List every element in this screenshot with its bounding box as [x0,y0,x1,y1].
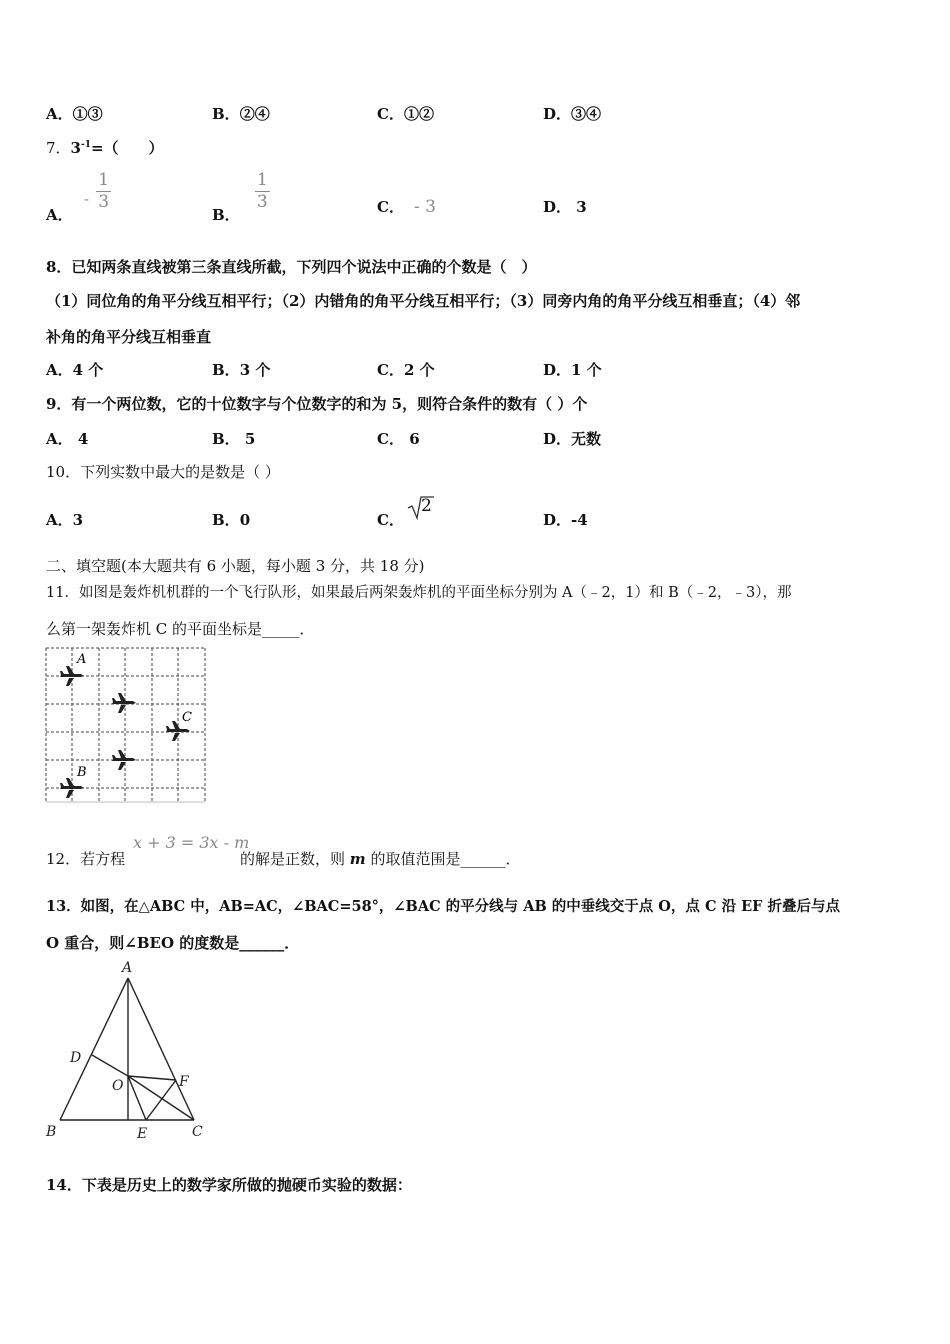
q8-stem: 8．已知两条直线被第三条直线所截，下列四个说法中正确的个数是（ ） [46,258,537,276]
point-d-label: D [70,1050,82,1066]
q13-triangle-figure [42,958,217,1143]
q7-option-a: A． - $\frac{1}{3}$ [46,170,110,224]
q7-option-c: C． - 3 [377,197,436,217]
vertex-b-label: B [46,1124,57,1140]
q7-option-d: D． 3 [543,198,587,216]
q9-option-b: B． 5 [212,430,256,448]
vertex-a-label: A [122,960,133,976]
q6-option-a: A．①③ [46,105,103,123]
section-2-heading: 二、填空题(本大题共有 6 小题，每小题 3 分，共 18 分) [46,557,425,575]
point-b-label: B [77,765,87,780]
q12-equation: x + 3 = 3x - m [133,833,250,852]
q10-option-a: A．3 [46,511,84,529]
q9-option-a: A． 4 [46,430,89,448]
q8-option-a: A．4 个 [46,361,104,379]
q11-line1: 11．如图是轰炸机机群的一个飞行队形，如果最后两架轰炸机的平面坐标分别为 A（﹣2，1）和 B（﹣2，﹣3），那 [46,585,792,601]
q7-stem: 7．$3^{-1}=$（ ） [46,139,164,157]
vertex-c-label: C [192,1124,203,1140]
q6-option-d: D．③④ [543,105,602,123]
sqrt-two: 2 [407,494,435,524]
point-e-label: E [137,1126,148,1142]
q10-stem: 10．下列实数中最大的是数是（ ） [46,463,280,481]
q7-option-b: B． $\frac{1}{3}$ [212,170,268,224]
point-c-label: C [182,710,192,725]
q10-option-b: B．0 [212,511,251,529]
q6-option-b: B．②④ [212,105,270,123]
q13-line2: O 重合，则∠BEO 的度数是______． [46,934,300,952]
q9-stem: 9．有一个两位数，它的十位数字与个位数字的和为 5，则符合条件的数有（ ）个 [46,395,588,413]
q10-option-d: D．-4 [543,511,588,529]
q9-option-c: C． 6 [377,430,420,448]
q11-line2: 么第一架轰炸机 C 的平面坐标是_____． [46,620,315,638]
q6-option-c: C．①② [377,105,434,123]
q13-line1: 13．如图，在△ABC 中，AB=AC，∠BAC=58°，∠BAC 的平分线与 AB 的中垂线交于点 O，点 C 沿 EF 折叠后与点 [46,898,841,915]
q8-option-b: B．3 个 [212,361,271,379]
point-a-label: A [77,652,87,667]
q8-option-c: C．2 个 [377,361,435,379]
q12-prefix: 12．若方程 [46,850,126,868]
q11-figure [44,646,208,804]
q8-line2: （1）同位角的角平分线互相平行；（2）内错角的角平分线互相平行；（3）同旁内角的角平分线互相垂直；（4）邻 [46,292,801,310]
q8-option-d: D．1 个 [543,361,602,379]
q14-stem: 14．下表是历史上的数学家所做的抛硬币实验的数据： [46,1176,412,1194]
q8-line3: 补角的角平分线互相垂直 [46,328,212,346]
q9-option-d: D．无数 [543,430,602,448]
q10-option-c: C． [377,511,404,529]
point-o-label: O [112,1078,124,1094]
q12-suffix: 的解是正数，则 m 的取值范围是______． [240,850,521,868]
point-f-label: F [179,1074,189,1090]
